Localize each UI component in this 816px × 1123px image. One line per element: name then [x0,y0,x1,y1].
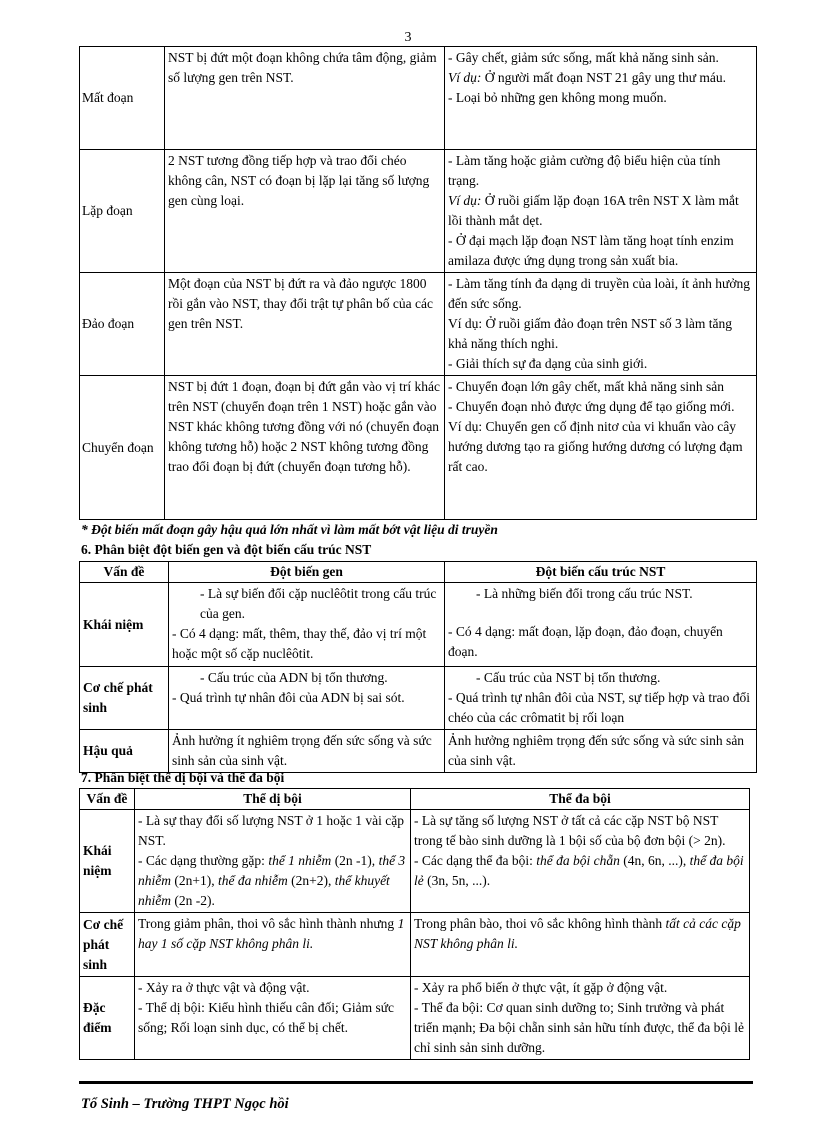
mutation-types-table [79,46,757,520]
effect-text: - Gây chết, giảm sức sống, mất khả năng sinh sản. [448,50,719,65]
type-value: (4n, 6n, ...), [619,853,690,868]
cell-text: - Cấu trúc của ADN bị tổn thương. [200,670,388,685]
cell: Ảnh hưởng ít nghiêm trọng đến sức sống và sức sinh sản của sinh vật. [169,730,445,773]
cell-text: - Xảy ra ở thực vật và động vật. [138,980,310,995]
cell [411,913,750,977]
example-label: Ví dụ: [448,70,482,85]
page-number: 3 [404,30,412,45]
table-row [80,376,757,520]
cell [445,583,757,667]
cell: Ảnh hưởng nghiêm trọng đến sức sống và sức sinh sản của sinh vật. [445,730,757,773]
effect-text: - Giải thích sự đa dạng của sinh giới. [448,356,648,371]
type-term: thể 1 nhiễm [268,853,332,868]
cell-text: - Là sự biến đổi cặp nuclêôtit trong cấu trúc của gen. [200,586,437,621]
cell-text: Trong phân bào, thoi vô sắc không hình thành [414,916,666,931]
row-name: Khái niệm [80,810,135,913]
cell [411,810,750,913]
table-row [80,47,757,150]
example-body: Ở người mất đoạn NST 21 gây ung thư máu. [481,70,727,85]
example-text: Ví dụ: Ở ruồi giấm đảo đoạn trên NST số 3 làm tăng khả năng thích nghi. [448,316,732,351]
effect-text: - Chuyển đoạn nhỏ được ứng dụng để tạo giống mới. [448,399,735,414]
example-text [448,191,753,231]
effect-text: - Chuyển đoạn lớn gây chết, mất khả năng sinh sản [448,379,724,394]
table-header-row [80,562,757,583]
table-row [80,977,750,1060]
cell-text-italic: tất cả các cặp NST không phân li. [414,916,741,951]
footer-divider [79,1081,753,1084]
column-header: Đột biến gen [169,562,445,583]
footer-text: Tổ Sinh – Trường THPT Ngọc hồi [81,1096,289,1112]
types-intro: - Các dạng thường gặp: [138,853,269,868]
cell-text: - Quá trình tự nhân đôi của ADN bị sai sót. [172,690,405,705]
row-effects [445,47,757,150]
column-header: Đột biến cấu trúc NST [445,562,757,583]
row-description: 2 NST tương đồng tiếp hợp và trao đổi chéo không cân, NST có đoạn bị lặp lại tăng số lượng gen cùng loại. [165,150,445,273]
cell-text: - Là sự tăng số lượng NST ở tất cả các cặp NST bộ NST trong tế bào sinh dưỡng là 1 bội số của bộ đơn bội (> 2n). [414,813,726,848]
example-body: Ở ruồi giấm lặp đoạn 16A trên NST X làm mắt lồi thành mắt dẹt. [448,193,739,228]
cell-text-italic: 1 hay 1 số cặp NST không phân li. [138,916,405,951]
column-header: Vấn đề [80,562,169,583]
section-heading: 7. Phân biệt thể dị bội và thể đa bội [81,770,285,785]
cell-text: - Là những biến đổi trong cấu trúc NST. [476,586,693,601]
cell [445,667,757,730]
type-term: thể khuyết nhiễm [138,873,390,908]
column-header: Thể dị bội [135,789,411,810]
cell [135,977,411,1060]
example-text: Ví dụ: Chuyển gen cố định nitơ của vi khuẩn vào cây hướng dương tạo ra giống hướng dương có lượng đạm rất cao. [448,419,743,474]
column-header: Vấn đề [80,789,135,810]
row-name: Cơ chế phát sinh [80,667,169,730]
row-name: Chuyển đoạn [80,376,165,520]
example-label: Ví dụ: [448,193,482,208]
aneuploid-vs-polyploid-table [79,788,750,1060]
effect-text: - Ở đại mạch lặp đoạn NST làm tăng hoạt tính enzim amilaza được ứng dụng trong sản xuất bia. [448,233,734,268]
type-term: thể đa nhiễm [217,873,288,888]
type-value: (2n+1), [171,873,218,888]
type-value: (2n -2). [171,893,215,908]
cell [135,913,411,977]
type-term: thể đa bội chẵn [536,853,620,868]
row-effects [445,150,757,273]
row-name: Hậu quả [80,730,169,773]
gene-vs-chromosome-table [79,561,757,773]
cell-text: - Có 4 dạng: mất đoạn, lặp đoạn, đảo đoạn, chuyển đoạn. [448,624,723,659]
column-header: Thể đa bội [411,789,750,810]
type-value: (3n, 5n, ...). [423,873,491,888]
table-row [80,730,757,773]
cell-text: - Thể đa bội: Cơ quan sinh dưỡng to; Sinh trưởng và phát triển mạnh; Đa bội chẵn sinh sản hữu tính được, thể đa bội lẻ chỉ sinh sản sinh dưỡng. [414,1000,744,1055]
cell-text: - Thể dị bội: Kiểu hình thiếu cân đối; Giảm sức sống; Rối loạn sinh dục, có thể bị chết. [138,1000,395,1035]
type-term: thể đa bội lẻ [414,853,744,888]
note-text: * Đột biến mất đoạn gây hậu quả lớn nhất vì làm mất bớt vật liệu di truyền [81,522,498,537]
row-description: Một đoạn của NST bị đứt ra và đảo ngược 1800 rồi gắn vào NST, thay đổi trật tự phân bố của các gen trên NST. [165,273,445,376]
row-name: Khái niệm [80,583,169,667]
table-row [80,273,757,376]
table-header-row [80,789,750,810]
row-effects [445,376,757,520]
effect-text: - Làm tăng hoặc giảm cường độ biểu hiện của tính trạng. [448,153,721,188]
cell [169,583,445,667]
table-row [80,583,757,667]
cell-text [414,851,746,891]
table-row [80,150,757,273]
table-row [80,913,750,977]
cell-text: - Quá trình tự nhân đôi của NST, sự tiếp hợp và trao đổi chéo của các crômatit bị rối loạn [448,690,750,725]
types-intro: - Các dạng thể đa bội: [414,853,537,868]
cell [411,977,750,1060]
row-name: Đảo đoạn [80,273,165,376]
cell-text: - Là sự thay đổi số lượng NST ở 1 hoặc 1 vài cặp NST. [138,813,404,848]
row-name: Lặp đoạn [80,150,165,273]
row-name: Cơ chế phát sinh [80,913,135,977]
type-term: thể 3 nhiễm [138,853,406,888]
cell-text [138,851,407,911]
cell-text: Trong giảm phân, thoi vô sắc hình thành nhưng [138,916,398,931]
table-row [80,667,757,730]
cell-text: - Cấu trúc của NST bị tổn thương. [476,670,661,685]
cell [135,810,411,913]
row-description: NST bị đứt một đoạn không chứa tâm động, giảm số lượng gen trên NST. [165,47,445,150]
cell [169,667,445,730]
row-name: Mất đoạn [80,47,165,150]
effect-text: - Làm tăng tính đa dạng di truyền của loài, ít ảnh hưởng đến sức sống. [448,276,751,311]
cell-text: - Xảy ra phổ biến ở thực vật, ít gặp ở động vật. [414,980,668,995]
row-name: Đặc điểm [80,977,135,1060]
row-effects [445,273,757,376]
type-value: (2n -1), [331,853,379,868]
table-row [80,810,750,913]
cell-text: - Có 4 dạng: mất, thêm, thay thế, đảo vị trí một hoặc một số cặp nuclêôtit. [172,626,427,661]
section-heading: 6. Phân biệt đột biến gen và đột biến cấu trúc NST [81,542,372,557]
row-description: NST bị đứt 1 đoạn, đoạn bị đứt gắn vào vị trí khác trên NST (chuyển đoạn trên 1 NST) hoặc gắn vào NST khác không tương đồng với nó (chuyển đoạn không tương hỗ) hoặc 2 NST không tương đồng trao đổi đoạn bị đứt (chuyển đoạn tương hỗ). [165,376,445,520]
effect-text: - Loại bỏ những gen không mong muốn. [448,90,667,105]
example-text [448,68,753,88]
type-value: (2n+2), [287,873,335,888]
